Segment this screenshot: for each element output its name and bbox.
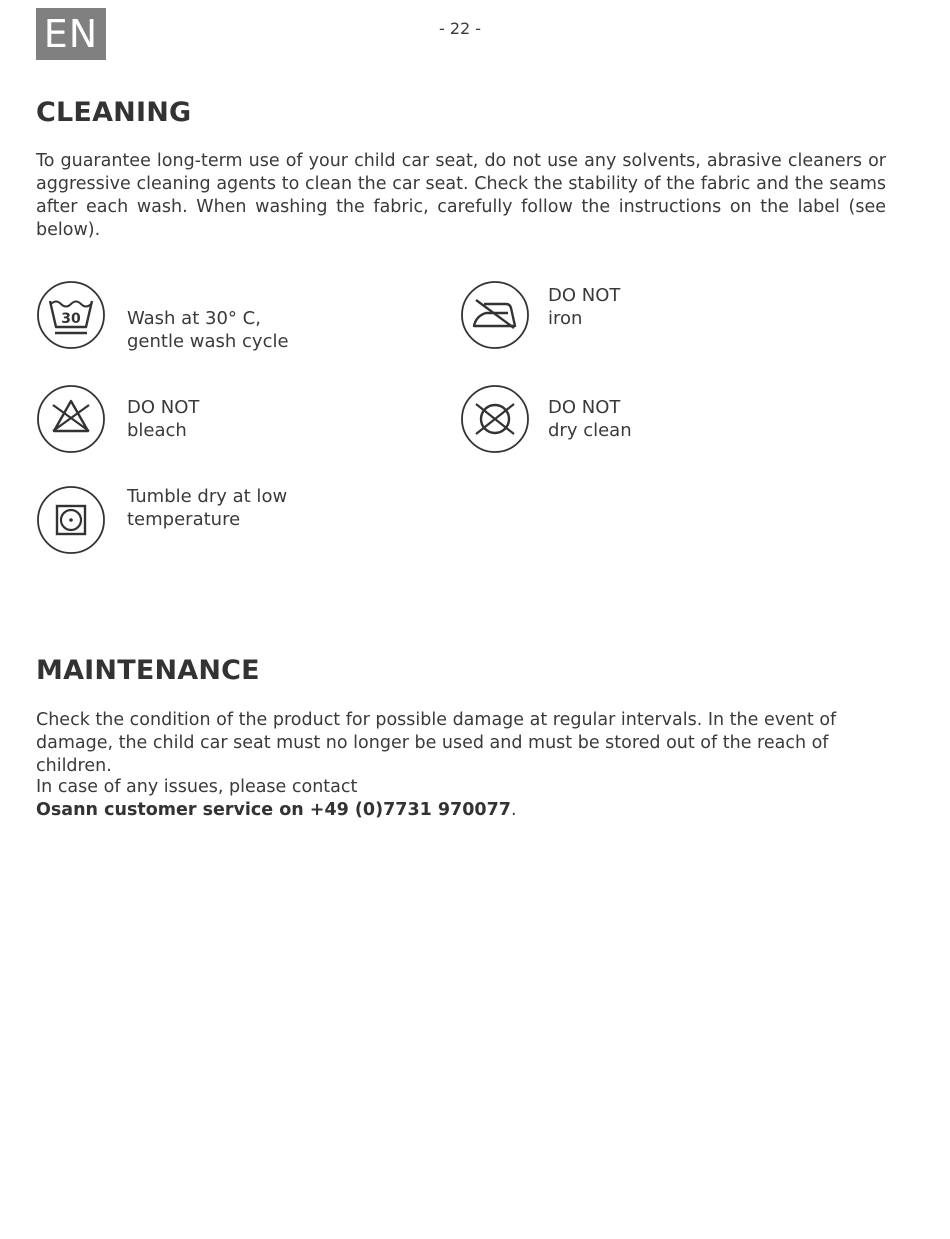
- language-badge: EN: [36, 8, 106, 60]
- care-line1: Tumble dry at low: [127, 486, 288, 507]
- care-text-dry-clean: [548, 396, 632, 442]
- care-line2: dry clean: [548, 420, 632, 441]
- cleaning-title: CLEANING: [36, 97, 192, 128]
- maintenance-text: Check the condition of the product for possible damage at regular intervals. In the event of damage, the child car seat must no longer be used and must be stored out of the reach of children.: [36, 710, 837, 776]
- do-not-iron-icon: [460, 280, 530, 350]
- care-text-bleach: [127, 396, 199, 442]
- care-line2: temperature: [127, 509, 241, 530]
- wash-temp-label: 30: [61, 311, 81, 327]
- care-line1: DO NOT: [127, 397, 200, 418]
- care-line2: iron: [548, 308, 583, 329]
- contact-intro: In case of any issues, please contact: [36, 777, 358, 797]
- cleaning-intro: To guarantee long-term use of your child car seat, do not use any solvents, abrasive cleaners or aggressive cleaning agents to clean the car seat. Check the stability of the fabric and the seams after each wash. When washing the fabric, carefully follow the instructions on the label (see below).: [36, 151, 886, 240]
- contact-block: [36, 776, 886, 822]
- care-text-iron: [548, 284, 620, 330]
- care-text-wash: [127, 307, 289, 353]
- wash-30-icon: [36, 280, 106, 350]
- care-line1: DO NOT: [548, 397, 621, 418]
- maintenance-title: MAINTENANCE: [36, 655, 260, 686]
- do-not-bleach-icon: [36, 384, 106, 454]
- care-line2: gentle wash cycle: [127, 331, 289, 352]
- contact-line: [36, 799, 886, 822]
- page-number: - 22 -: [438, 19, 482, 38]
- care-line1: DO NOT: [548, 285, 621, 306]
- do-not-dry-clean-icon: [460, 384, 530, 454]
- tumble-dry-low-icon: [36, 485, 106, 555]
- contact-period: .: [510, 800, 517, 820]
- care-line1: Wash at 30° C,: [127, 308, 261, 329]
- customer-service-phone: Osann customer service on +49 (0)7731 970077: [36, 800, 511, 820]
- care-line2: bleach: [127, 420, 187, 441]
- care-text-tumble: [127, 485, 287, 531]
